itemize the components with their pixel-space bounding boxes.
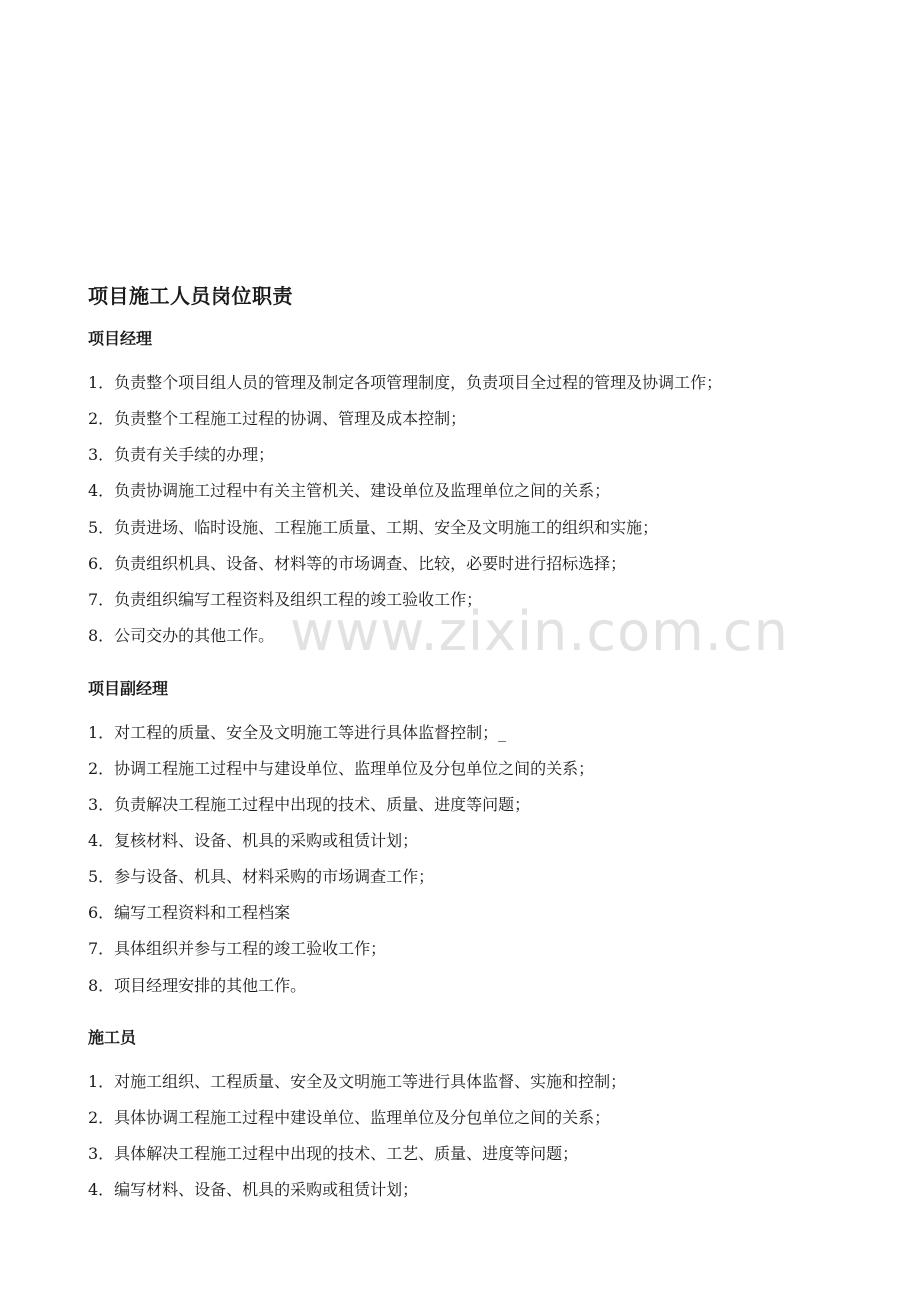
duty-item: 6．编写工程资料和工程档案 [88, 903, 291, 922]
duty-item: 4．复核材料、设备、机具的采购或租赁计划； [88, 831, 419, 850]
duty-item: 5．负责进场、临时设施、工程施工质量、工期、安全及文明施工的组织和实施； [88, 518, 659, 537]
duty-item: 4．编写材料、设备、机具的采购或租赁计划； [88, 1180, 419, 1199]
section-heading-project-manager: 项目经理 [88, 329, 153, 348]
section-heading-constructor: 施工员 [88, 1028, 137, 1047]
duty-item: 3．负责解决工程施工过程中出现的技术、质量、进度等问题； [88, 795, 531, 814]
duty-item: 6．负责组织机具、设备、材料等的市场调查、比较，必要时进行招标选择； [88, 554, 627, 573]
duty-item: 3．具体解决工程施工过程中出现的技术、工艺、质量、进度等问题； [88, 1144, 579, 1163]
duty-item: 4．负责协调施工过程中有关主管机关、建设单位及监理单位之间的关系； [88, 481, 611, 500]
duty-item: 1．负责整个项目组人员的管理及制定各项管理制度，负责项目全过程的管理及协调工作； [88, 373, 723, 392]
section-heading-deputy-manager: 项目副经理 [88, 679, 169, 698]
duty-item: 3．负责有关手续的办理； [88, 445, 275, 464]
duty-item: 2．协调工程施工过程中与建设单位、监理单位及分包单位之间的关系； [88, 759, 595, 778]
duty-item: 7．具体组织并参与工程的竣工验收工作； [88, 939, 387, 958]
duty-item: 7．负责组织编写工程资料及组织工程的竣工验收工作； [88, 590, 483, 609]
duty-item: 2．负责整个工程施工过程的协调、管理及成本控制； [88, 409, 467, 428]
duty-item: 1．对施工组织、工程质量、安全及文明施工等进行具体监督、实施和控制； [88, 1072, 627, 1091]
duty-item: 8．项目经理安排的其他工作。 [88, 976, 307, 995]
duty-item: 2．具体协调工程施工过程中建设单位、监理单位及分包单位之间的关系； [88, 1108, 611, 1127]
document-title: 项目施工人员岗位职责 [88, 284, 293, 308]
duty-item: 5．参与设备、机具、材料采购的市场调查工作； [88, 867, 435, 886]
watermark: www.zixin.com.cn [290, 600, 789, 663]
duty-item: 8．公司交办的其他工作。 [88, 626, 275, 645]
duty-item: 1．对工程的质量、安全及文明施工等进行具体监督控制；_ [88, 723, 507, 742]
